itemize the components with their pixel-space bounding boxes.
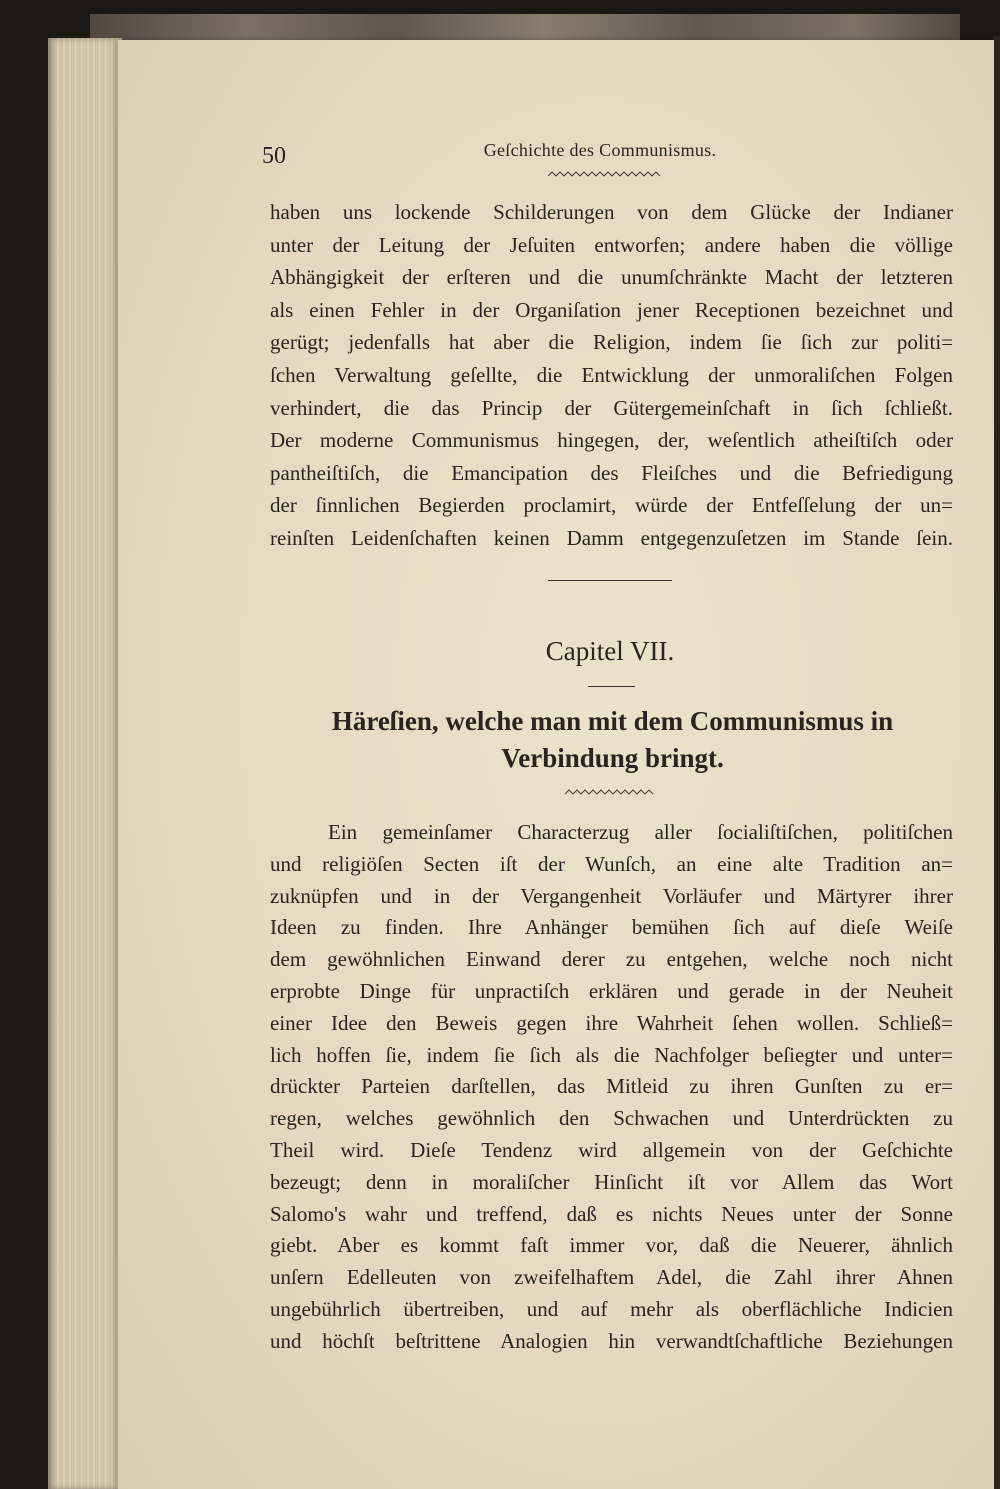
chapter-title-line: Verbindung bringt.: [501, 743, 724, 773]
text-line: verhindert, die das Princip der Gütergemeinſchaft in ſich ſchließt.: [270, 395, 953, 420]
text-line: Ein gemeinſamer Characterzug aller ſocialiſtiſchen, politiſchen: [328, 820, 953, 844]
page-number: 50: [262, 143, 286, 169]
text-line: zuknüpfen und in der Vergangenheit Vorläufer und Märtyrer ihrer: [270, 883, 953, 908]
chapter-rule: [588, 686, 635, 687]
text-line: unter der Leitung der Jeſuiten entworfen; andere haben die völlige: [270, 232, 953, 257]
text-line: giebt. Aber es kommt faſt immer vor, daß die Neuerer, ähnlich: [270, 1233, 953, 1258]
text-line: Ideen zu finden. Ihre Anhänger bemühen ſich auf dieſe Weiſe: [270, 915, 953, 940]
text-line: als einen Fehler in der Organiſation jener Receptionen bezeichnet und: [270, 297, 953, 322]
text-line: dem gewöhnlichen Einwand derer zu entgehen, welche noch nicht: [270, 947, 953, 972]
text-line: reinſten Leidenſchaften keinen Damm entgegenzuſetzen im Stande ſein.: [270, 525, 953, 550]
page-stack-edges: [48, 38, 122, 1489]
text-line: bezeugt; denn in moraliſcher Hinſicht iſt vor Allem das Wort: [270, 1169, 953, 1194]
section-divider: [548, 580, 672, 581]
text-line: gerügt; jedenfalls hat aber die Religion, indem ſie ſich zur politi=: [270, 330, 953, 355]
text-line: Salomo's wahr und treffend, daß es nichts Neues unter der Sonne: [270, 1201, 953, 1226]
text-line: regen, welches gewöhnlich den Schwachen und Unterdrückten zu: [270, 1106, 953, 1131]
text-line: und religiöſen Secten iſt der Wunſch, an eine alte Tradition an=: [270, 851, 953, 876]
text-line: erprobte Dinge für unpractiſch erklären und gerade in der Neuheit: [270, 978, 953, 1003]
text-line: der ſinnlichen Begierden proclamirt, würde der Entfeſſelung der un=: [270, 493, 953, 518]
page-right-edge: [994, 36, 1000, 1489]
text-line: pantheiſtiſch, die Emancipation des Fleiſches und die Befriedigung: [270, 460, 953, 485]
wavy-ornament-top: [548, 170, 662, 182]
chapter-title-line: Häreſien, welche man mit dem Communismus in: [331, 706, 894, 736]
paragraph-1: [270, 196, 953, 555]
text-line: Abhängigkeit der erſteren und die unumſchränkte Macht der letzteren: [270, 265, 953, 290]
text-line: haben uns lockende Schilderungen von dem Glücke der Indianer: [270, 200, 953, 224]
wavy-ornament-chapter: [565, 788, 657, 800]
text-line: ungebührlich übertreiben, und auf mehr als oberflächliche Indicien: [270, 1296, 953, 1321]
running-head: Geſchichte des Communismus.: [483, 140, 717, 160]
text-line: lich hoffen ſie, indem ſie ſich als die Nachfolger beſiegter und unter=: [270, 1042, 953, 1067]
text-line: Der moderne Communismus hingegen, der, weſentlich atheiſtiſch oder: [270, 428, 953, 453]
chapter-label: Capitel VII.: [545, 636, 675, 666]
text-line: unſern Edelleuten von zweifelhaftem Adel, die Zahl ihrer Ahnen: [270, 1265, 953, 1290]
text-line: drückter Parteien darſtellen, das Mitleid zu ihren Gunſten zu er=: [270, 1074, 953, 1099]
text-line: Theil wird. Dieſe Tendenz wird allgemein von der Geſchichte: [270, 1137, 953, 1162]
text-line: einer Idee den Beweis gegen ihre Wahrheit ſehen wollen. Schließ=: [270, 1010, 953, 1035]
paragraph-2: [270, 817, 953, 1358]
text-line: ſchen Verwaltung geſellte, die Entwicklung der unmoraliſchen Folgen: [270, 362, 953, 387]
text-line: und höchſt beſtrittene Analogien hin verwandtſchaftliche Beziehungen: [270, 1328, 953, 1353]
